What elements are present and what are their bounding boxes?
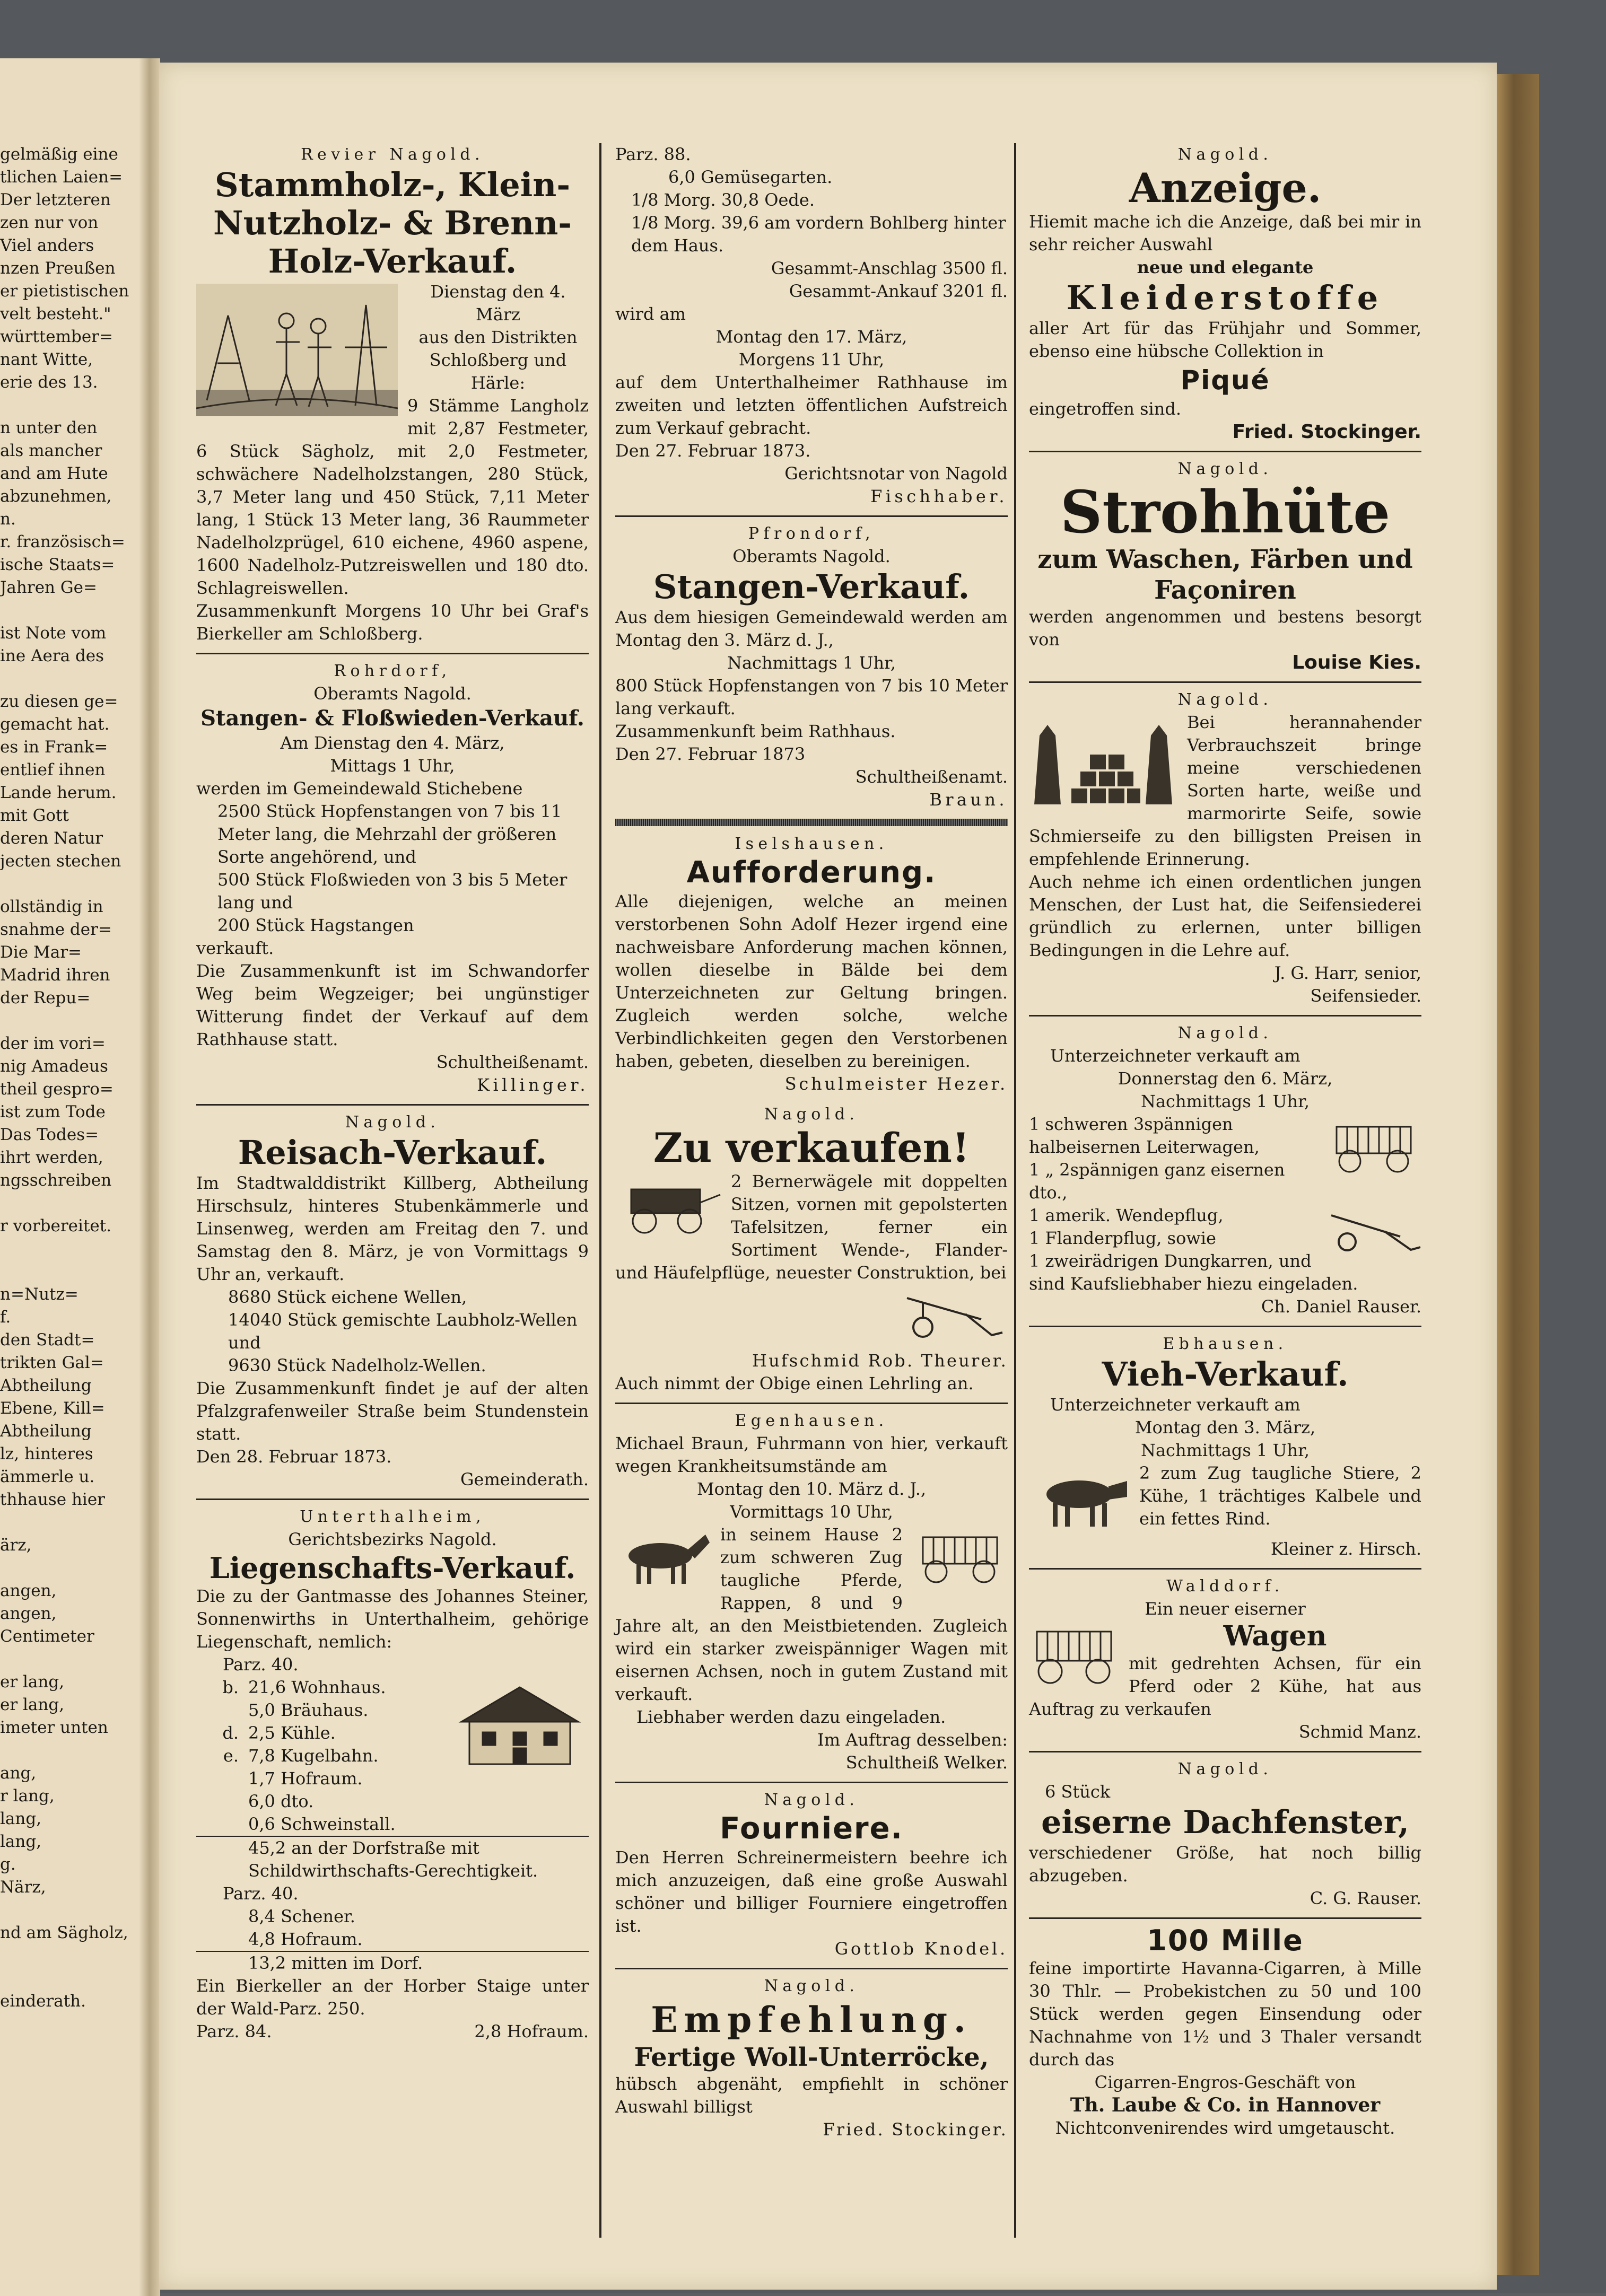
ad-title: eiserne Dachfenster, bbox=[1041, 1804, 1409, 1841]
parcel-row: 5,0 Bräuhaus. bbox=[248, 1700, 369, 1720]
ad-egenhausen bbox=[615, 1409, 1008, 1774]
divider bbox=[1029, 1326, 1421, 1327]
ad-location: Nagold. bbox=[1177, 460, 1273, 478]
ad-location: Egenhausen. bbox=[735, 1412, 888, 1430]
house-illustration bbox=[451, 1679, 589, 1775]
ad-signature: Fried. Stockinger. bbox=[823, 2119, 1008, 2140]
left-fragment-line bbox=[0, 1944, 137, 1967]
left-fragment-line: trikten Gal= bbox=[0, 1353, 104, 1372]
parcel-row: 0,6 Schweinstall. bbox=[248, 1814, 396, 1834]
ad-vieh bbox=[1029, 1333, 1421, 1561]
ad-title: Empfehlung. bbox=[651, 1999, 972, 2040]
left-fragment-line: nd am Sägholz, bbox=[0, 1923, 128, 1942]
forest-scene-illustration bbox=[196, 284, 398, 422]
divider bbox=[1029, 1568, 1421, 1570]
ad-body: Im Stadtwalddistrikt Killberg, Abtheilung Hirschsulz, hinteres Stubenkämmerle und Linsenweg, werden am Freitag den 7. und Samstag den 8. März, je von Vormittags 9 Uhr an, verkauft. bbox=[196, 1173, 589, 1284]
wagon-illustration bbox=[912, 1527, 1008, 1591]
left-fragment-line: n=Nutz= bbox=[0, 1285, 78, 1304]
ad-location: Nagold. bbox=[1177, 690, 1273, 709]
left-fragment-line: r lang, bbox=[0, 1786, 55, 1806]
left-fragment-line: Die Mar= bbox=[0, 943, 82, 962]
auction-date: Montag den 17. März, bbox=[715, 327, 907, 347]
ad-item: 14040 Stück gemischte Laubholz-Wellen und bbox=[228, 1310, 578, 1353]
ad-body: Auch nehme ich einen ordentlichen jungen Menschen, der Lust hat, die Seifensiederei gründlich zu erlernen, unter billigen Bedingungen in die Lehre auf. bbox=[1029, 872, 1421, 960]
ad-title: Aufforderung. bbox=[686, 855, 937, 890]
ad-invite: Liebhaber werden dazu eingeladen. bbox=[636, 1707, 946, 1727]
divider bbox=[1029, 1751, 1421, 1752]
left-fragment-line: f. bbox=[0, 1308, 11, 1327]
ad-location: Revier Nagold. bbox=[301, 145, 484, 164]
divider bbox=[196, 1498, 589, 1500]
ad-title: Stangen- & Floßwieden-Verkauf. bbox=[200, 706, 584, 731]
sale-item: 1 zweirädrigen Dungkarren, und sind Kaufsliebhaber hiezu eingeladen. bbox=[1029, 1251, 1358, 1294]
ad-body: in seinem Hause 2 zum schweren Zug taugliche Pferde, Rappen, 8 und 9 Jahre alt, an den Meistbietenden. Zugleich wird ein starker zweispänniger Wagen mit eisernen Achsen, noch in gutem Zustand mit verkauft. bbox=[615, 1524, 1008, 1704]
ad-location: Nagold. bbox=[764, 1977, 859, 1995]
ad-district: Oberamts Nagold. bbox=[313, 683, 472, 704]
ad-signature: J. G. Harr, senior, bbox=[1274, 963, 1421, 983]
ad-location: Nagold. bbox=[1177, 1024, 1273, 1042]
ad-item: 2500 Stück Hopfenstangen von 7 bis 11 Meter lang, die Mehrzahl der größeren Sorte angehörend, und bbox=[217, 801, 562, 867]
parcel-row: 1/8 Morg. 39,6 am vordern Bohlberg hinter dem Haus. bbox=[631, 213, 1006, 256]
ad-signature: Schultheißenamt. bbox=[855, 767, 1008, 787]
ad-zu-verkaufen bbox=[615, 1103, 1008, 1395]
ad-iselshausen bbox=[615, 832, 1008, 1096]
ad-title: Stangen-Verkauf. bbox=[653, 567, 970, 606]
ad-item: 9630 Stück Nadelholz-Wellen. bbox=[228, 1355, 486, 1375]
ad-meeting: Die Zusammenkunft findet je auf der alten Pfalzgrafenweiler Straße beim Stundenstein statt. bbox=[196, 1378, 589, 1444]
ad-item: 500 Stück Floßwieden von 3 bis 5 Meter lang und bbox=[217, 870, 568, 913]
left-fragment-line: gemacht hat. bbox=[0, 715, 110, 734]
ad-body: 9 Stämme Langholz mit 2,87 Festmeter, 6 Stück Sägholz, mit 2,0 Festmeter, schwächere Nadelholzstangen, 280 Stück, 3,7 Meter lang und 450 Stück, 7,11 Meter lang, 1 Stück 13 Meter lang, 36 Raummeter Nadelholzprügel, 610 eichene, 4960 aspene, 1600 Nadelholz-Putzreiswellen und 180 dto. Schlagreiswellen. bbox=[196, 396, 589, 598]
carriage-illustration bbox=[615, 1173, 721, 1243]
ad-body: Den Herren Schreinermeistern beehre ich mich anzuzeigen, daß eine große Auswahl schöner und billiger Fourniere eingetroffen ist. bbox=[615, 1847, 1008, 1936]
plough-illustration bbox=[902, 1287, 1008, 1346]
parcel-label: Parz. 88. bbox=[615, 144, 691, 164]
ad-subtitle: Fertige Woll-Unterröcke, bbox=[634, 2043, 989, 2072]
left-fragment-line: thhause hier bbox=[0, 1490, 105, 1509]
ad-firm-name: Th. Laube & Co. in Hannover bbox=[1070, 2094, 1381, 2116]
bierkeller-line: Ein Bierkeller an der Horber Staige unter der Wald-Parz. 250. bbox=[196, 1976, 589, 2019]
book-binding-edge bbox=[1497, 74, 1539, 2275]
ad-location: Iselshausen. bbox=[735, 835, 888, 853]
ad-meeting: Zusammenkunft Morgens 10 Uhr bei Graf's Bierkeller am Schloßberg. bbox=[196, 601, 589, 644]
ad-firm: Cigarren-Engros-Geschäft von bbox=[1094, 2072, 1356, 2092]
ad-signature: Im Auftrag desselben: bbox=[817, 1730, 1008, 1750]
ad-signature-name: Killinger. bbox=[477, 1075, 589, 1095]
ad-body: hübsch abgenäht, empfiehlt in schöner Auswahl billigst bbox=[615, 2074, 1008, 2117]
left-fragment-line bbox=[0, 1557, 137, 1580]
column-rule-1 bbox=[599, 143, 601, 2238]
ad-item: 200 Stück Hagstangen bbox=[217, 915, 414, 935]
ad-empfehlung bbox=[615, 1975, 1008, 2141]
left-fragment-line: ine Aera des bbox=[0, 646, 104, 665]
left-fragment-line: tlichen Laien= bbox=[0, 168, 123, 187]
left-fragment-line: württember= bbox=[0, 327, 113, 346]
ad-body: Aus dem hiesigen Gemeindewald werden am Montag den 3. März d. J., bbox=[615, 607, 1008, 650]
ad-stammholz bbox=[196, 143, 589, 645]
ad-location: Nagold. bbox=[764, 1791, 859, 1809]
ad-signature: Gerichtsnotar von Nagold bbox=[784, 463, 1008, 484]
ad-location: Walddorf. bbox=[1166, 1577, 1284, 1596]
ad-seife bbox=[1029, 688, 1421, 1007]
left-fragment-line: einderath. bbox=[0, 1992, 86, 2011]
ad-body: Bei herannahender Verbrauchszeit bringe meine verschiedenen Sorten harte, weiße und marmorirte Seife, sowie Schmierseife zu den billigsten Preisen in empfehlende Erinnerung. bbox=[1029, 712, 1421, 869]
ad-reisach bbox=[196, 1111, 589, 1491]
left-fragment-line: ist Note vom bbox=[0, 624, 107, 643]
ad-body: mit gedrehten Achsen, für ein Pferd oder 2 Kühe, hat aus Auftrag zu verkaufen bbox=[1029, 1653, 1421, 1719]
ad-liegenschaft-continued bbox=[615, 143, 1008, 508]
parcel-label: Parz. 40. bbox=[223, 1883, 299, 1904]
parcel-row: d. 2,5 Kühle. bbox=[222, 1723, 336, 1743]
ad-item: 8680 Stück eichene Wellen, bbox=[228, 1287, 467, 1307]
ad-body: Die Zusammenkunft ist im Schwandorfer Weg beim Wegzeiger; bei ungünstiger Witterung findet der Verkauf auf dem Rathhause statt. bbox=[196, 961, 589, 1049]
left-fragment-line: zu diesen ge= bbox=[0, 692, 118, 711]
left-fragment-column bbox=[0, 143, 137, 2013]
left-fragment-line: n unter den bbox=[0, 418, 98, 437]
left-fragment-line bbox=[0, 394, 137, 417]
ad-rauser bbox=[1029, 1022, 1421, 1318]
ad-title: Liegenschafts-Verkauf. bbox=[209, 1551, 576, 1585]
left-fragment-line: Närz, bbox=[0, 1878, 46, 1897]
ad-location: Ebhausen. bbox=[1163, 1335, 1288, 1353]
ad-rohrdorf bbox=[196, 660, 589, 1097]
ad-subtitle: Façoniren bbox=[1154, 575, 1296, 605]
left-fragment-line bbox=[0, 873, 137, 896]
left-fragment-line: der Repu= bbox=[0, 988, 91, 1007]
sale-item: 1 „ 2spännigen ganz eisernen dto., bbox=[1029, 1160, 1285, 1203]
plough-illustration bbox=[1326, 1207, 1421, 1261]
left-fragment-line: der im vori= bbox=[0, 1034, 106, 1053]
ad-subtitle: zum Waschen, Färben und bbox=[1037, 545, 1413, 574]
ad-location: Rohrdorf, bbox=[334, 662, 451, 680]
wagon-illustration bbox=[1029, 1624, 1119, 1693]
parcel-row: 4,8 Hofraum. bbox=[248, 1929, 363, 1949]
left-fragment-line: deren Natur bbox=[0, 829, 103, 848]
ad-date: Montag den 3. März, bbox=[1134, 1417, 1316, 1438]
left-fragment-line bbox=[0, 1260, 137, 1283]
ad-signature-name: Braun. bbox=[929, 790, 1008, 810]
parcel-value: 2,8 Hofraum. bbox=[474, 2021, 589, 2041]
column-1 bbox=[196, 143, 589, 2050]
ad-title: Stammholz-, Klein-Nutzholz- & Brenn-Holz-Verkauf. bbox=[213, 165, 572, 281]
left-fragment-line: erie des 13. bbox=[0, 373, 98, 392]
left-fragment-line bbox=[0, 1648, 137, 1671]
ad-strohhuete bbox=[1029, 458, 1421, 674]
ad-time: Nachmittags 1 Uhr, bbox=[727, 653, 896, 673]
left-fragment-line: abzunehmen, bbox=[0, 487, 112, 506]
ad-title: Strohhüte bbox=[1060, 478, 1391, 546]
left-fragment-line: ngsschreiben bbox=[0, 1171, 112, 1190]
total-purchase: Gesammt-Ankauf 3201 fl. bbox=[789, 281, 1008, 301]
left-fragment-line: Der letzteren bbox=[0, 190, 111, 209]
ad-signature: Ch. Daniel Rauser. bbox=[1261, 1296, 1421, 1317]
ad-extra: Auch nimmt der Obige einen Lehrling an. bbox=[615, 1373, 974, 1394]
ad-body: 6 Stück bbox=[1045, 1782, 1111, 1802]
ad-time: Vormittags 10 Uhr, bbox=[730, 1502, 893, 1522]
left-fragment-line: ärz, bbox=[0, 1536, 32, 1555]
ad-date-line: März bbox=[476, 304, 520, 325]
left-fragment-line: n. bbox=[0, 510, 16, 529]
ad-title: Fourniere. bbox=[720, 1811, 903, 1846]
total-estimate: Gesammt-Anschlag 3500 fl. bbox=[771, 258, 1008, 278]
left-fragment-line: es in Frank= bbox=[0, 738, 108, 757]
ad-time: Nachmittags 1 Uhr, bbox=[1140, 1440, 1310, 1460]
parcel-row: 6,0 dto. bbox=[248, 1791, 314, 1811]
left-fragment-line: Lande herum. bbox=[0, 783, 117, 802]
ad-signature: Kleiner z. Hirsch. bbox=[1270, 1539, 1421, 1559]
ad-signature: Schmid Manz. bbox=[1298, 1722, 1421, 1742]
left-fragment-line: Jahren Ge= bbox=[0, 578, 97, 597]
left-fragment-line: Abtheilung bbox=[0, 1422, 92, 1441]
sale-item: 1 schweren 3spännigen halbeisernen Leiterwagen, bbox=[1029, 1114, 1260, 1157]
left-fragment-line: angen, bbox=[0, 1604, 57, 1623]
left-fragment-line: snahme der= bbox=[0, 920, 112, 939]
column-2 bbox=[615, 143, 1008, 2149]
left-fragment-line: er lang, bbox=[0, 1672, 65, 1692]
divider bbox=[615, 1782, 1008, 1783]
ad-body: feine importirte Havanna-Cigarren, à Mille 30 Thlr. — Probekistchen zu 50 und 100 Stück werden gegen Einsendung oder Nachnahme von 1½ und 3 Thaler versandt durch das bbox=[1029, 1958, 1421, 2070]
ad-intro: Die zu der Gantmasse des Johannes Steiner, Sonnenwirths in Unterthalheim, gehörige Liegenschaft, nemlich: bbox=[196, 1586, 589, 1652]
book-spine bbox=[139, 58, 160, 2296]
ad-body: 800 Stück Hopfenstangen von 7 bis 10 Meter lang verkauft. bbox=[615, 676, 1008, 718]
ad-body: 2 zum Zug taugliche Stiere, 2 Kühe, 1 trächtiges Kalbele und ein fettes Rind. bbox=[1139, 1463, 1421, 1529]
column-rule-2 bbox=[1014, 143, 1016, 2238]
thick-divider bbox=[615, 819, 1008, 826]
divider bbox=[196, 1104, 589, 1106]
left-fragment-line: zen nur von bbox=[0, 213, 99, 232]
ad-body: Alle diejenigen, welche an meinen verstorbenen Sohn Adolf Hezer irgend eine nachweisbare Anforderung machen können, wollen dieselbe in Bälde bei dem Unterzeichneten zur Geltung bringen. Zugleich werden solche, welche Verbindlichkeiten gegen den Verstorbenen haben, gebeten, dieselben zu bereinigen. bbox=[615, 891, 1008, 1071]
ad-title: Anzeige. bbox=[1129, 164, 1322, 212]
parcel-sum: 45,2 an der Dorfstraße mit Schildwirthschafts-Gerechtigkeit. bbox=[196, 1836, 589, 1882]
divider bbox=[196, 653, 589, 654]
ad-body: Hiemit mache ich die Anzeige, daß bei mir in sehr reicher Auswahl bbox=[1029, 212, 1421, 255]
left-fragment-line: g. bbox=[0, 1855, 16, 1874]
parcel-84-row bbox=[196, 2020, 589, 2043]
left-fragment-line: er pietistischen bbox=[0, 282, 129, 301]
left-fragment-line bbox=[0, 1238, 137, 1260]
ad-location: Unterthalheim, bbox=[300, 1508, 485, 1526]
left-fragment-line: Viel anders bbox=[0, 236, 94, 255]
divider bbox=[615, 515, 1008, 517]
ad-date-line: aus den Distrikten bbox=[418, 327, 578, 347]
parcel-row: 1/8 Morg. 30,8 Oede. bbox=[631, 190, 815, 210]
left-fragment-line: ische Staats= bbox=[0, 555, 115, 574]
ad-location: Nagold. bbox=[1177, 1760, 1273, 1778]
left-fragment-line: ist zum Tode bbox=[0, 1102, 106, 1121]
ad-signature: Louise Kies. bbox=[1292, 652, 1421, 673]
left-fragment-line: r. französisch= bbox=[0, 532, 125, 551]
ad-body: 2 Bernerwägele mit doppelten Sitzen, vornen mit gepolsterten Tafelsitzen, ferner ein Sortiment Wende-, Flander- und Häufelpflüge, neuester Construktion, bei bbox=[615, 1171, 1008, 1283]
ad-signature: Gemeinderath. bbox=[460, 1469, 589, 1489]
ad-liegenschaft bbox=[196, 1505, 589, 2043]
left-fragment-line bbox=[0, 1967, 137, 1990]
left-fragment-line: gelmäßig eine bbox=[0, 145, 118, 164]
ad-date: Den 28. Februar 1873. bbox=[196, 1447, 392, 1467]
left-fragment-line: er lang, bbox=[0, 1695, 65, 1714]
ad-location: Nagold. bbox=[764, 1105, 859, 1124]
left-fragment-line: Centimeter bbox=[0, 1627, 94, 1646]
ad-signature: Schultheißenamt. bbox=[436, 1052, 589, 1072]
ad-date: Den 27. Februar 1873. bbox=[615, 441, 811, 461]
ad-district: Oberamts Nagold. bbox=[732, 546, 891, 566]
left-fragment-line: r vorbereitet. bbox=[0, 1216, 112, 1235]
left-fragment-line: mit Gott bbox=[0, 806, 69, 825]
parcel-sum: 13,2 mitten im Dorf. bbox=[196, 1951, 589, 1975]
column-3 bbox=[1029, 143, 1421, 2147]
parcel-row: e. 7,8 Kugelbahn. bbox=[223, 1746, 379, 1766]
ad-title: Reisach-Verkauf. bbox=[238, 1133, 547, 1172]
divider bbox=[1029, 681, 1421, 683]
sale-item: 1 Flanderpflug, sowie bbox=[1029, 1228, 1216, 1248]
left-fragment-line: velt besteht." bbox=[0, 304, 111, 323]
left-fragment-line: den Stadt= bbox=[0, 1330, 95, 1349]
ad-date: Den 27. Februar 1873 bbox=[615, 744, 806, 764]
parcel-label: Parz. 40. bbox=[223, 1654, 299, 1675]
ad-body: verschiedener Größe, hat noch billig abzugeben. bbox=[1029, 1843, 1421, 1886]
left-fragment-line bbox=[0, 1739, 137, 1762]
left-fragment-line bbox=[0, 599, 137, 622]
ad-note: Nichtconvenirendes wird umgetauscht. bbox=[1055, 2118, 1395, 2138]
horse-illustration bbox=[615, 1527, 711, 1591]
ad-body: Unterzeichneter verkauft am bbox=[1050, 1046, 1300, 1066]
ad-signature: Hufschmid Rob. Theurer. bbox=[752, 1351, 1008, 1371]
left-fragment-line bbox=[0, 1010, 137, 1032]
ad-fourniere bbox=[615, 1789, 1008, 1960]
parcel-row: 6,0 Gemüsegarten. bbox=[668, 167, 833, 187]
left-fragment-line: imeter unten bbox=[0, 1718, 108, 1737]
parcel-label: Parz. 84. bbox=[196, 2021, 272, 2041]
left-fragment-line: nig Amadeus bbox=[0, 1057, 108, 1076]
ad-date: Montag den 10. März d. J., bbox=[696, 1479, 927, 1499]
ad-signature: Gottlob Knodel. bbox=[834, 1939, 1008, 1959]
ad-time: Mittags 1 Uhr, bbox=[330, 756, 455, 776]
left-fragment-line: jecten stechen bbox=[0, 852, 121, 871]
ad-body: auf dem Unterthalheimer Rathhause im zweiten und letzten öffentlichen Aufstreich zum Verkauf gebracht. bbox=[615, 372, 1008, 438]
ad-meeting: Zusammenkunft beim Rathhaus. bbox=[615, 721, 896, 741]
ad-body: werden angenommen und bestens besorgt von bbox=[1029, 607, 1421, 650]
left-fragment-line: and am Hute bbox=[0, 464, 108, 483]
left-fragment-line bbox=[0, 668, 137, 690]
left-fragment-line bbox=[0, 1899, 137, 1922]
ad-district: Gerichtsbezirks Nagold. bbox=[288, 1529, 497, 1549]
ad-feature-word: Piqué bbox=[1180, 365, 1270, 396]
left-fragment-line: ollständig in bbox=[0, 897, 103, 916]
left-fragment-line: entlief ihnen bbox=[0, 760, 106, 779]
ad-body: eingetroffen sind. bbox=[1029, 399, 1181, 419]
parcel-row: b. 21,6 Wohnhaus. bbox=[222, 1677, 386, 1697]
left-fragment-line bbox=[0, 1192, 137, 1215]
ad-title: Wagen bbox=[1223, 1620, 1327, 1652]
left-fragment-line: Abtheilung bbox=[0, 1376, 92, 1395]
cow-illustration bbox=[1029, 1465, 1130, 1535]
ad-wagen bbox=[1029, 1575, 1421, 1743]
ad-anzeige bbox=[1029, 143, 1421, 443]
left-fragment-line: angen, bbox=[0, 1581, 57, 1600]
left-fragment-line bbox=[0, 1511, 137, 1534]
ad-location: Nagold. bbox=[1177, 145, 1273, 164]
ad-date: Am Dienstag den 4. März, bbox=[280, 733, 505, 753]
ad-signature-name: Fischhaber. bbox=[870, 486, 1008, 506]
ad-intro: werden im Gemeindewald Stichebene bbox=[196, 778, 523, 799]
ad-date: Donnerstag den 6. März, bbox=[1118, 1068, 1333, 1089]
left-fragment-line: ämmerle u. bbox=[0, 1467, 95, 1486]
ad-body: Michael Braun, Fuhrmann von hier, verkauft wegen Krankheitsumstände am bbox=[615, 1433, 1008, 1476]
left-fragment-line: Madrid ihren bbox=[0, 966, 110, 985]
ad-body: Ein neuer eiserner bbox=[1145, 1599, 1306, 1619]
ad-title: 100 Mille bbox=[1147, 1924, 1304, 1957]
ad-signature: Schulmeister Hezer. bbox=[784, 1074, 1008, 1094]
ad-signature: Fried. Stockinger. bbox=[1232, 421, 1421, 443]
left-fragment-line: ihrt werden, bbox=[0, 1148, 103, 1167]
divider bbox=[1029, 1015, 1421, 1016]
ad-date-line: Schloßberg und bbox=[429, 350, 567, 370]
ad-date-line: Dienstag den 4. bbox=[430, 282, 566, 302]
ad-cigarren bbox=[1029, 1924, 1421, 2140]
ad-signature-title: Seifensieder. bbox=[1310, 986, 1421, 1006]
ad-signature-name: Schultheiß Welker. bbox=[845, 1752, 1008, 1773]
soap-illustration bbox=[1029, 714, 1177, 816]
ad-location: Pfrondorf, bbox=[748, 524, 875, 543]
left-fragment-line: Das Todes= bbox=[0, 1125, 99, 1144]
ad-dachfenster bbox=[1029, 1758, 1421, 1910]
divider bbox=[1029, 1917, 1421, 1919]
ad-time: Nachmittags 1 Uhr, bbox=[1140, 1091, 1310, 1111]
left-fragment-line: lang, bbox=[0, 1809, 42, 1828]
left-fragment-line: Ebene, Kill= bbox=[0, 1399, 105, 1418]
ad-pfrondorf bbox=[615, 522, 1008, 811]
parcel-row: 8,4 Schener. bbox=[248, 1906, 355, 1926]
wagon-illustration bbox=[1326, 1116, 1421, 1180]
parcel-row: 1,7 Hofraum. bbox=[248, 1768, 363, 1789]
ad-date-line: Härle: bbox=[470, 373, 526, 393]
text-line: wird am bbox=[615, 304, 686, 324]
left-fragment-line: theil gespro= bbox=[0, 1080, 114, 1099]
ad-feature-word: Kleiderstoffe bbox=[1066, 278, 1384, 317]
divider bbox=[615, 1968, 1008, 1969]
left-fragment-line: nant Witte, bbox=[0, 350, 93, 369]
left-fragment-line: lang, bbox=[0, 1832, 42, 1851]
left-fragment-line: ang, bbox=[0, 1764, 37, 1783]
ad-subtitle: neue und elegante bbox=[1137, 257, 1314, 277]
ad-signature: C. G. Rauser. bbox=[1310, 1888, 1421, 1908]
divider bbox=[615, 1403, 1008, 1404]
ad-location: Nagold. bbox=[345, 1113, 440, 1132]
left-fragment-line: als mancher bbox=[0, 441, 102, 460]
ad-title: Zu verkaufen! bbox=[653, 1124, 970, 1171]
left-fragment-line: lz, hinteres bbox=[0, 1444, 93, 1464]
auction-time: Morgens 11 Uhr, bbox=[738, 349, 885, 370]
sale-item: 1 amerik. Wendepflug, bbox=[1029, 1205, 1224, 1225]
ad-body: aller Art für das Frühjahr und Sommer, ebenso eine hübsche Collektion in bbox=[1029, 318, 1421, 361]
divider bbox=[1029, 451, 1421, 452]
ad-title: Vieh-Verkauf. bbox=[1102, 1355, 1349, 1394]
ad-body: Unterzeichneter verkauft am bbox=[1050, 1395, 1300, 1415]
left-fragment-line: nzen Preußen bbox=[0, 259, 116, 278]
ad-verkauft: verkauft. bbox=[196, 938, 274, 958]
